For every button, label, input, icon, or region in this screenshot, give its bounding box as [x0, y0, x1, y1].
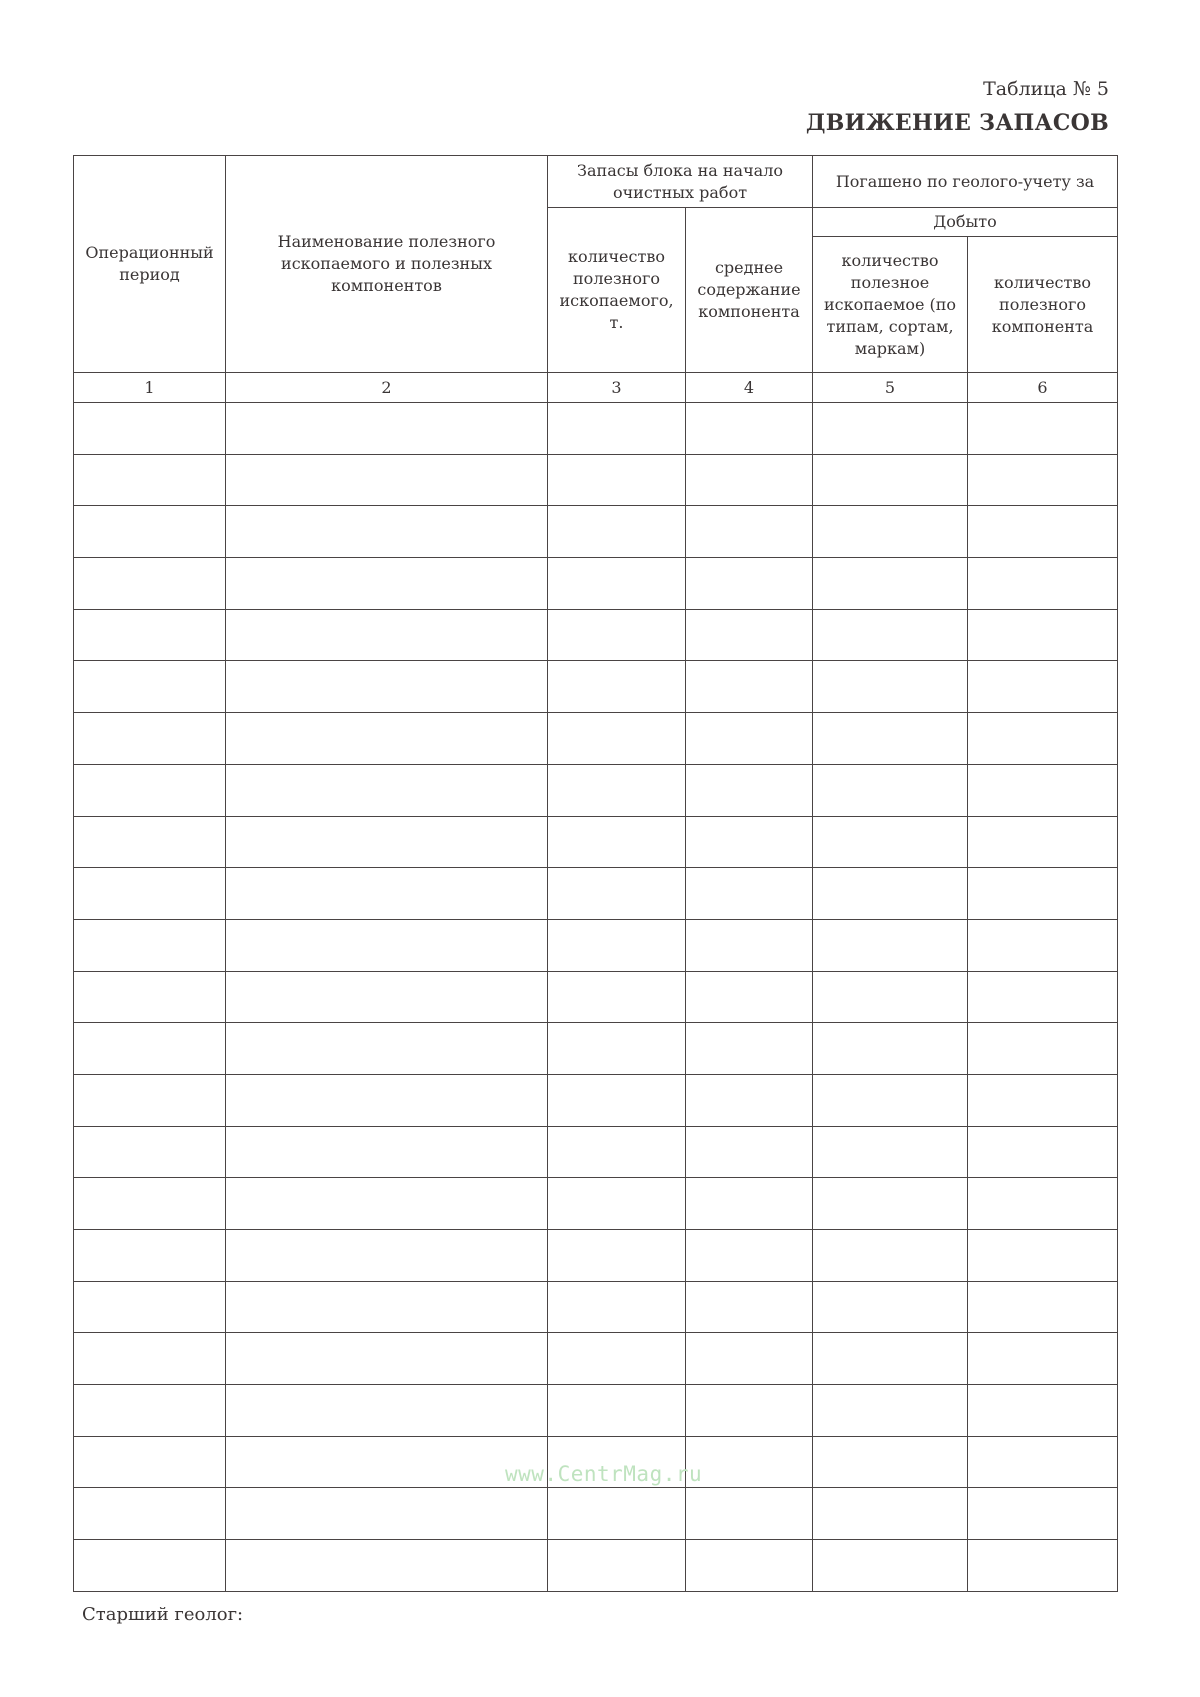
table-row [74, 816, 1118, 868]
table-cell[interactable] [226, 1281, 548, 1333]
table-cell[interactable] [968, 1385, 1118, 1437]
table-cell[interactable] [968, 558, 1118, 610]
table-cell[interactable] [968, 403, 1118, 455]
table-cell[interactable] [226, 506, 548, 558]
table-cell[interactable] [968, 1436, 1118, 1488]
header-mineral-name: Наименование полезного ископаемого и полезных компонентов [226, 156, 548, 373]
table-cell[interactable] [813, 1230, 968, 1282]
table-cell[interactable] [226, 971, 548, 1023]
column-number: 2 [226, 373, 548, 403]
table-cell[interactable] [226, 403, 548, 455]
table-cell[interactable] [548, 1126, 686, 1178]
table-row [74, 454, 1118, 506]
column-number: 6 [968, 373, 1118, 403]
table-cell[interactable] [548, 868, 686, 920]
table-cell[interactable] [226, 1023, 548, 1075]
table-cell[interactable] [74, 1074, 226, 1126]
table-cell[interactable] [74, 1540, 226, 1592]
table-cell[interactable] [226, 558, 548, 610]
table-cell[interactable] [74, 971, 226, 1023]
table-cell[interactable] [548, 764, 686, 816]
table-cell[interactable] [548, 816, 686, 868]
table-cell[interactable] [686, 661, 813, 713]
table-cell[interactable] [813, 1074, 968, 1126]
table-cell[interactable] [226, 1126, 548, 1178]
table-cell[interactable] [74, 1178, 226, 1230]
table-cell[interactable] [548, 1074, 686, 1126]
table-cell[interactable] [686, 403, 813, 455]
table-cell[interactable] [813, 764, 968, 816]
table-cell[interactable] [74, 713, 226, 765]
table-cell[interactable] [548, 1385, 686, 1437]
table-cell[interactable] [968, 1230, 1118, 1282]
table-cell[interactable] [686, 1436, 813, 1488]
table-cell[interactable] [968, 1333, 1118, 1385]
table-cell[interactable] [686, 1178, 813, 1230]
table-row [74, 1281, 1118, 1333]
table-cell[interactable] [74, 609, 226, 661]
table-cell[interactable] [74, 868, 226, 920]
table-row [74, 1385, 1118, 1437]
table-cell[interactable] [686, 764, 813, 816]
table-cell[interactable] [548, 558, 686, 610]
table-cell[interactable] [74, 1385, 226, 1437]
table-cell[interactable] [686, 868, 813, 920]
header-repaid-geological: Погашено по геолого-учету за [813, 156, 1118, 208]
table-cell[interactable] [686, 919, 813, 971]
table-cell[interactable] [226, 1436, 548, 1488]
table-cell[interactable] [74, 506, 226, 558]
table-row [74, 1230, 1118, 1282]
column-number-row [74, 373, 1118, 403]
table-cell[interactable] [813, 609, 968, 661]
table-row [74, 558, 1118, 610]
table-cell[interactable] [813, 1333, 968, 1385]
document-title: ДВИЖЕНИЕ ЗАПАСОВ [805, 110, 1109, 136]
table-cell[interactable] [74, 1333, 226, 1385]
table-cell[interactable] [686, 713, 813, 765]
table-cell[interactable] [813, 1436, 968, 1488]
table-cell[interactable] [226, 816, 548, 868]
table-cell[interactable] [74, 764, 226, 816]
table-cell[interactable] [74, 454, 226, 506]
table-cell[interactable] [548, 1540, 686, 1592]
table-cell[interactable] [813, 816, 968, 868]
table-row [74, 1488, 1118, 1540]
table-cell[interactable] [968, 506, 1118, 558]
header-mined: Добыто [813, 208, 1118, 237]
table-cell[interactable] [74, 816, 226, 868]
column-number: 1 [74, 373, 226, 403]
column-number: 3 [548, 373, 686, 403]
table-row [74, 661, 1118, 713]
table-row [74, 868, 1118, 920]
table-row [74, 919, 1118, 971]
column-number: 4 [686, 373, 813, 403]
table-row [74, 1178, 1118, 1230]
table-cell[interactable] [548, 713, 686, 765]
header-quantity-ore: количество полезного ископаемого, т. [548, 208, 686, 373]
table-row [74, 1074, 1118, 1126]
table-cell[interactable] [968, 1488, 1118, 1540]
table-cell[interactable] [686, 609, 813, 661]
table-cell[interactable] [686, 558, 813, 610]
table-cell[interactable] [813, 1540, 968, 1592]
table-cell[interactable] [226, 868, 548, 920]
table-row [74, 713, 1118, 765]
table-cell[interactable] [813, 403, 968, 455]
table-cell[interactable] [226, 919, 548, 971]
table-cell[interactable] [548, 1178, 686, 1230]
table-cell[interactable] [686, 1333, 813, 1385]
table-cell[interactable] [686, 971, 813, 1023]
table-row [74, 506, 1118, 558]
table-cell[interactable] [968, 661, 1118, 713]
table-cell[interactable] [968, 1023, 1118, 1075]
table-cell[interactable] [686, 454, 813, 506]
header-average-content: среднее содержание компонента [686, 208, 813, 373]
table-cell[interactable] [686, 1074, 813, 1126]
table-cell[interactable] [813, 1023, 968, 1075]
table-cell[interactable] [813, 1488, 968, 1540]
table-cell[interactable] [813, 713, 968, 765]
table-cell[interactable] [548, 1023, 686, 1075]
table-cell[interactable] [548, 661, 686, 713]
table-row [74, 764, 1118, 816]
table-cell[interactable] [968, 919, 1118, 971]
watermark-text: www.CentrMag.ru [505, 1462, 703, 1486]
table-row [74, 971, 1118, 1023]
table-cell[interactable] [968, 713, 1118, 765]
table-cell[interactable] [74, 1488, 226, 1540]
table-row [74, 1333, 1118, 1385]
table-cell[interactable] [74, 558, 226, 610]
table-cell[interactable] [813, 558, 968, 610]
table-cell[interactable] [686, 1230, 813, 1282]
table-cell[interactable] [74, 403, 226, 455]
table-row [74, 1540, 1118, 1592]
table-number: Таблица № 5 [983, 78, 1109, 100]
table-cell[interactable] [226, 1385, 548, 1437]
table-cell[interactable] [968, 1281, 1118, 1333]
header-quantity-component: количество полезного компонента [968, 237, 1118, 373]
table-row [74, 609, 1118, 661]
table-cell[interactable] [226, 609, 548, 661]
table-cell[interactable] [813, 506, 968, 558]
table-cell[interactable] [226, 1333, 548, 1385]
table-cell[interactable] [548, 403, 686, 455]
table-cell[interactable] [686, 1126, 813, 1178]
table-cell[interactable] [74, 1281, 226, 1333]
table-cell[interactable] [548, 1333, 686, 1385]
table-cell[interactable] [226, 1074, 548, 1126]
header-quantity-mineral-by-type: количество полезное ископаемое (по типам, сортам, маркам) [813, 237, 968, 373]
table-cell[interactable] [74, 1436, 226, 1488]
table-cell[interactable] [686, 1385, 813, 1437]
reserves-table [73, 155, 1118, 1592]
table-cell[interactable] [548, 1488, 686, 1540]
table-row [74, 1126, 1118, 1178]
table-cell[interactable] [686, 1540, 813, 1592]
table-cell[interactable] [813, 1385, 968, 1437]
table-cell[interactable] [226, 661, 548, 713]
table-row [74, 403, 1118, 455]
senior-geologist-label: Старший геолог: [82, 1604, 244, 1625]
table-cell[interactable] [74, 1023, 226, 1075]
table-cell[interactable] [226, 1488, 548, 1540]
table-cell[interactable] [968, 764, 1118, 816]
table-cell[interactable] [813, 661, 968, 713]
table-cell[interactable] [226, 1178, 548, 1230]
table-cell[interactable] [548, 506, 686, 558]
table-cell[interactable] [686, 506, 813, 558]
table-cell[interactable] [968, 609, 1118, 661]
table-cell[interactable] [813, 919, 968, 971]
table-cell[interactable] [74, 919, 226, 971]
table-cell[interactable] [226, 1230, 548, 1282]
table-cell[interactable] [968, 1540, 1118, 1592]
table-cell[interactable] [686, 1281, 813, 1333]
table-cell[interactable] [813, 971, 968, 1023]
table-cell[interactable] [686, 816, 813, 868]
table-cell[interactable] [548, 1281, 686, 1333]
table-cell[interactable] [686, 1023, 813, 1075]
table-cell[interactable] [813, 454, 968, 506]
table-cell[interactable] [813, 868, 968, 920]
table-cell[interactable] [226, 764, 548, 816]
table-cell[interactable] [813, 1178, 968, 1230]
table-cell[interactable] [548, 609, 686, 661]
table-cell[interactable] [74, 1126, 226, 1178]
table-cell[interactable] [548, 971, 686, 1023]
header-operational-period: Операционный период [74, 156, 226, 373]
table-cell[interactable] [548, 454, 686, 506]
table-cell[interactable] [226, 713, 548, 765]
table-cell[interactable] [968, 816, 1118, 868]
table-cell[interactable] [968, 1126, 1118, 1178]
table-cell[interactable] [968, 971, 1118, 1023]
table-cell[interactable] [968, 868, 1118, 920]
table-cell[interactable] [968, 1074, 1118, 1126]
table-cell[interactable] [686, 1488, 813, 1540]
table-cell[interactable] [74, 661, 226, 713]
table-cell[interactable] [968, 1178, 1118, 1230]
table-cell[interactable] [548, 1230, 686, 1282]
table-cell[interactable] [74, 1230, 226, 1282]
table-cell[interactable] [813, 1281, 968, 1333]
column-number: 5 [813, 373, 968, 403]
header-block-reserves: Запасы блока на начало очистных работ [548, 156, 813, 208]
table-cell[interactable] [813, 1126, 968, 1178]
table-row [74, 1023, 1118, 1075]
table-cell[interactable] [968, 454, 1118, 506]
table-cell[interactable] [226, 454, 548, 506]
table-cell[interactable] [548, 919, 686, 971]
table-cell[interactable] [226, 1540, 548, 1592]
